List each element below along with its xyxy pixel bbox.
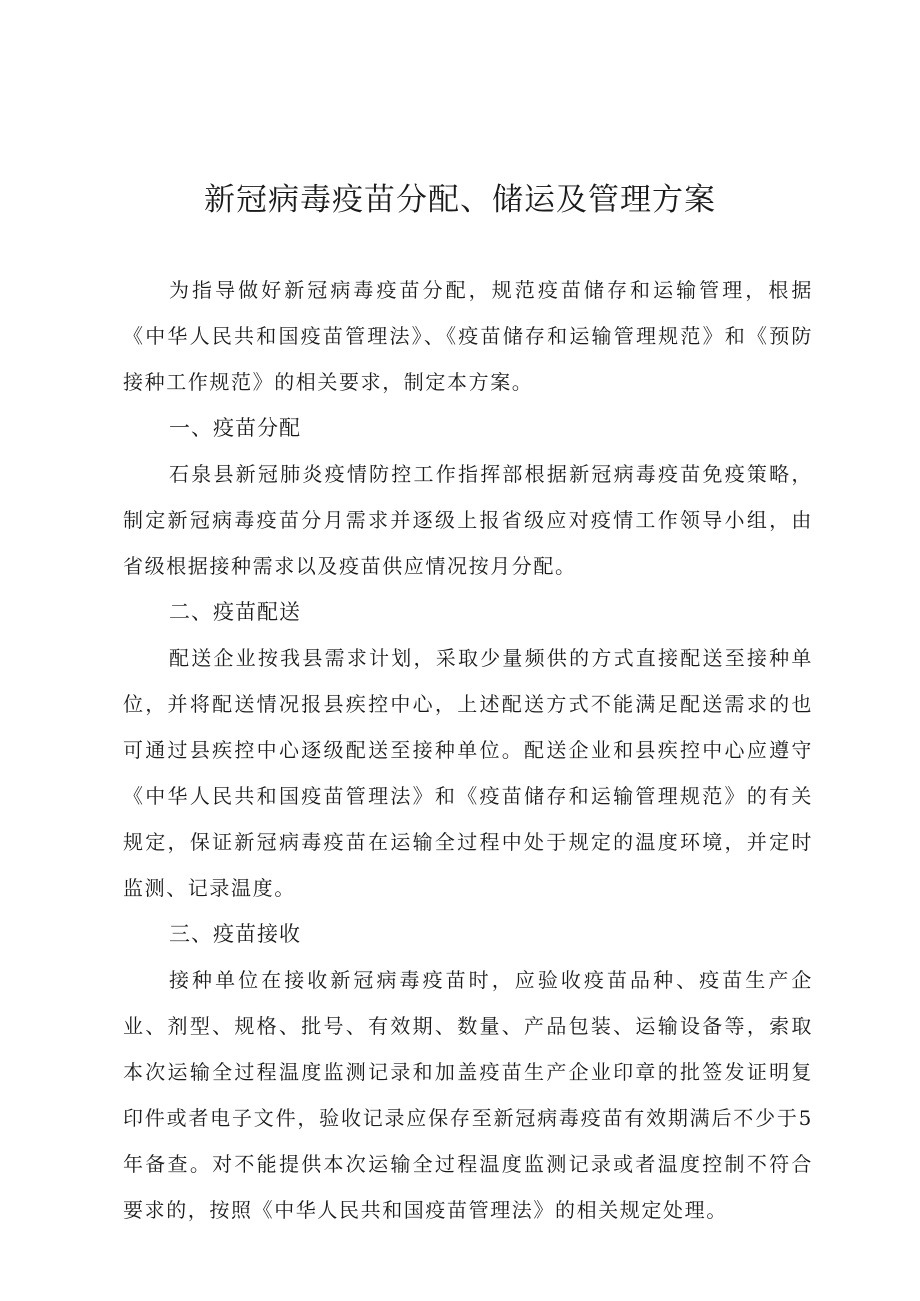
section-vaccine-allocation: [123, 405, 813, 589]
document-title: 新冠病毒疫苗分配、储运及管理方案: [204, 182, 716, 218]
section-vaccine-delivery: [123, 589, 813, 911]
section-paragraph: 接种单位在接收新冠病毒疫苗时，应验收疫苗品种、疫苗生产企业、剂型、规格、批号、有效期、数量、产品包装、运输设备等，索取本次运输全过程温度监测记录和加盖疫苗生产企业印章的批签发证明复印件或者电子文件，验收记录应保存至新冠病毒疫苗有效期满后不少于5年备查。对不能提供本次运输全过程温度监测记录或者温度控制不符合要求的，按照《中华人民共和国疫苗管理法》的相关规定处理。: [123, 968, 813, 1222]
section-vaccine-receipt: [123, 911, 813, 1233]
section-paragraph: 配送企业按我县需求计划，采取少量频供的方式直接配送至接种单位，并将配送情况报县疾控中心，上述配送方式不能满足配送需求的也可通过县疾控中心逐级配送至接种单位。配送企业和县疾控中心应遵守《中华人民共和国疫苗管理法》和《疫苗储存和运输管理规范》的有关规定，保证新冠病毒疫苗在运输全过程中处于规定的温度环境，并定时监测、记录温度。: [123, 646, 813, 900]
document-body: [123, 267, 813, 1233]
section-paragraph: 石泉县新冠肺炎疫情防控工作指挥部根据新冠病毒疫苗免疫策略，制定新冠病毒疫苗分月需求并逐级上报省级应对疫情工作领导小组，由省级根据接种需求以及疫苗供应情况按月分配。: [123, 462, 813, 578]
section-heading: 一、疫苗分配: [169, 416, 301, 440]
intro-paragraph: 为指导做好新冠病毒疫苗分配，规范疫苗储存和运输管理，根据《中华人民共和国疫苗管理法》、《疫苗储存和运输管理规范》和《预防接种工作规范》的相关要求，制定本方案。: [123, 278, 813, 394]
section-heading: 三、疫苗接收: [169, 922, 301, 946]
section-heading: 二、疫苗配送: [169, 600, 301, 624]
